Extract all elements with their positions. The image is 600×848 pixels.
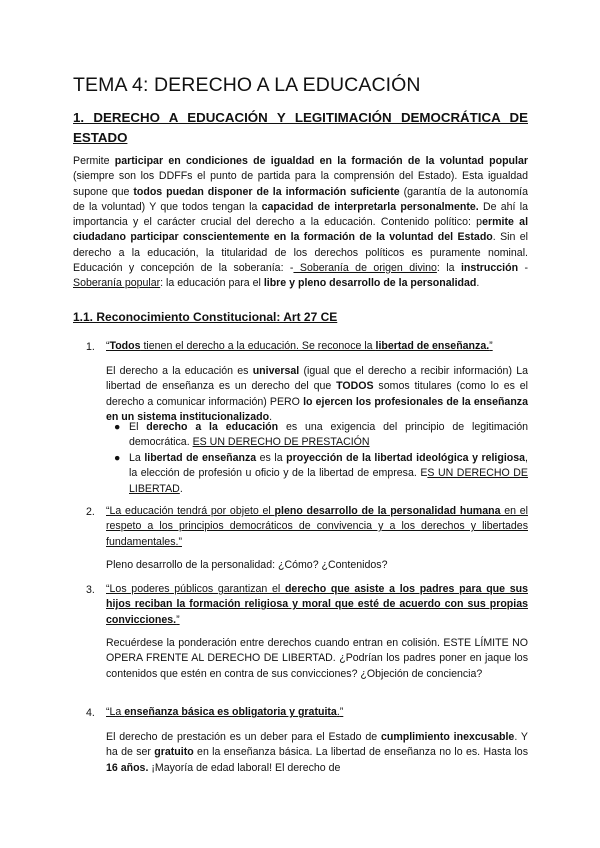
article-quote: “Todos tienen el derecho a la educación. Se reconoce la libertad de enseñanza.” [106,340,493,352]
bullet-item: ● El derecho a la educación es una exigencia del principio de legitimación democrática. ES UN DERECHO DE PRESTACIÓN [114,421,528,449]
subsection-heading-1-1: 1.1. Reconocimiento Constitucional: Art 27 CE [73,310,338,324]
section-heading-1: 1. DERECHO A EDUCACIÓN Y LEGITIMACIÓN DEMOCRÁTICA DE ESTADO [73,110,528,145]
article-quote: “La enseñanza básica es obligatoria y gratuita.” [106,706,344,718]
bullet-item: ● La libertad de enseñanza es la proyección de la libertad ideológica y religiosa, la elección de profesión u oficio y de la libertad de empresa. ES UN DERECHO DE LIBERTAD. [114,452,528,495]
article-quote: “Los poderes públicos garantizan el derecho que asiste a los padres para que sus hijos reciban la formación religiosa y moral que esté de acuerdo con sus propias convicciones.” [106,583,528,626]
list-number: 2. [86,506,95,518]
section-1-paragraph: Permite participar en condiciones de igualdad en la formación de la voluntad popular (siempre son los DDFFs el punto de partida para la comprensión del Estado). Esta igualdad supone que todos puedan disponer de la información suficiente (garantía de la autonomía de la voluntad) Y que todos tengan la capacidad de interpretarla personalmente. De ahí la importancia y el carácter crucial del derecho a la educación. Contenido político: permite al ciudadano participar conscientemente en la formación de la voluntad del Estado. Sin el derecho a la educación, la titularidad de los derechos políticos es puramente nominal. Educación y concepción de la soberanía: - Soberanía de origen divino: la instrucción - Soberanía popular: la educación para el libre y pleno desarrollo de la personalidad. [73,155,529,290]
list-number: 4. [86,707,95,719]
list-number: 1. [86,341,95,353]
list-item-body: El derecho a la educación es universal (igual que el derecho a recibir información) La libertad de enseñanza es un derecho del que TODOS somos titulares (como lo es el derecho a comunicar información) PERO lo ejercen los profesionales de la enseñanza en un sistema institucionalizado. [106,365,528,423]
list-number: 3. [86,584,95,596]
list-item-body: Pleno desarrollo de la personalidad: ¿Cómo? ¿Contenidos? [106,559,388,571]
article-quote: “La educación tendrá por objeto el pleno desarrollo de la personalidad humana en el respeto a los principios democráticos de convivencia y a los derechos y libertades fundamentales.” [106,505,529,548]
list-item-body: Recuérdese la ponderación entre derechos cuando entran en colisión. ESTE LÍMITE NO OPERA FRENTE AL DERECHO DE LIBERTAD. ¿Podrían los padres poner en jaque los contenidos que estén en contra de sus convicciones? ¿Objeción de conciencia? [106,637,528,680]
list-item-body: El derecho de prestación es un deber para el Estado de cumplimiento inexcusable. Y ha de ser gratuito en la enseñanza básica. La libertad de enseñanza no lo es. Hasta los 16 años. ¡Mayoría de edad laboral! El derecho de [106,731,528,774]
page-title: TEMA 4: DERECHO A LA EDUCACIÓN [73,74,421,96]
bullet-icon: ● [114,421,121,433]
bullet-icon: ● [114,452,121,464]
